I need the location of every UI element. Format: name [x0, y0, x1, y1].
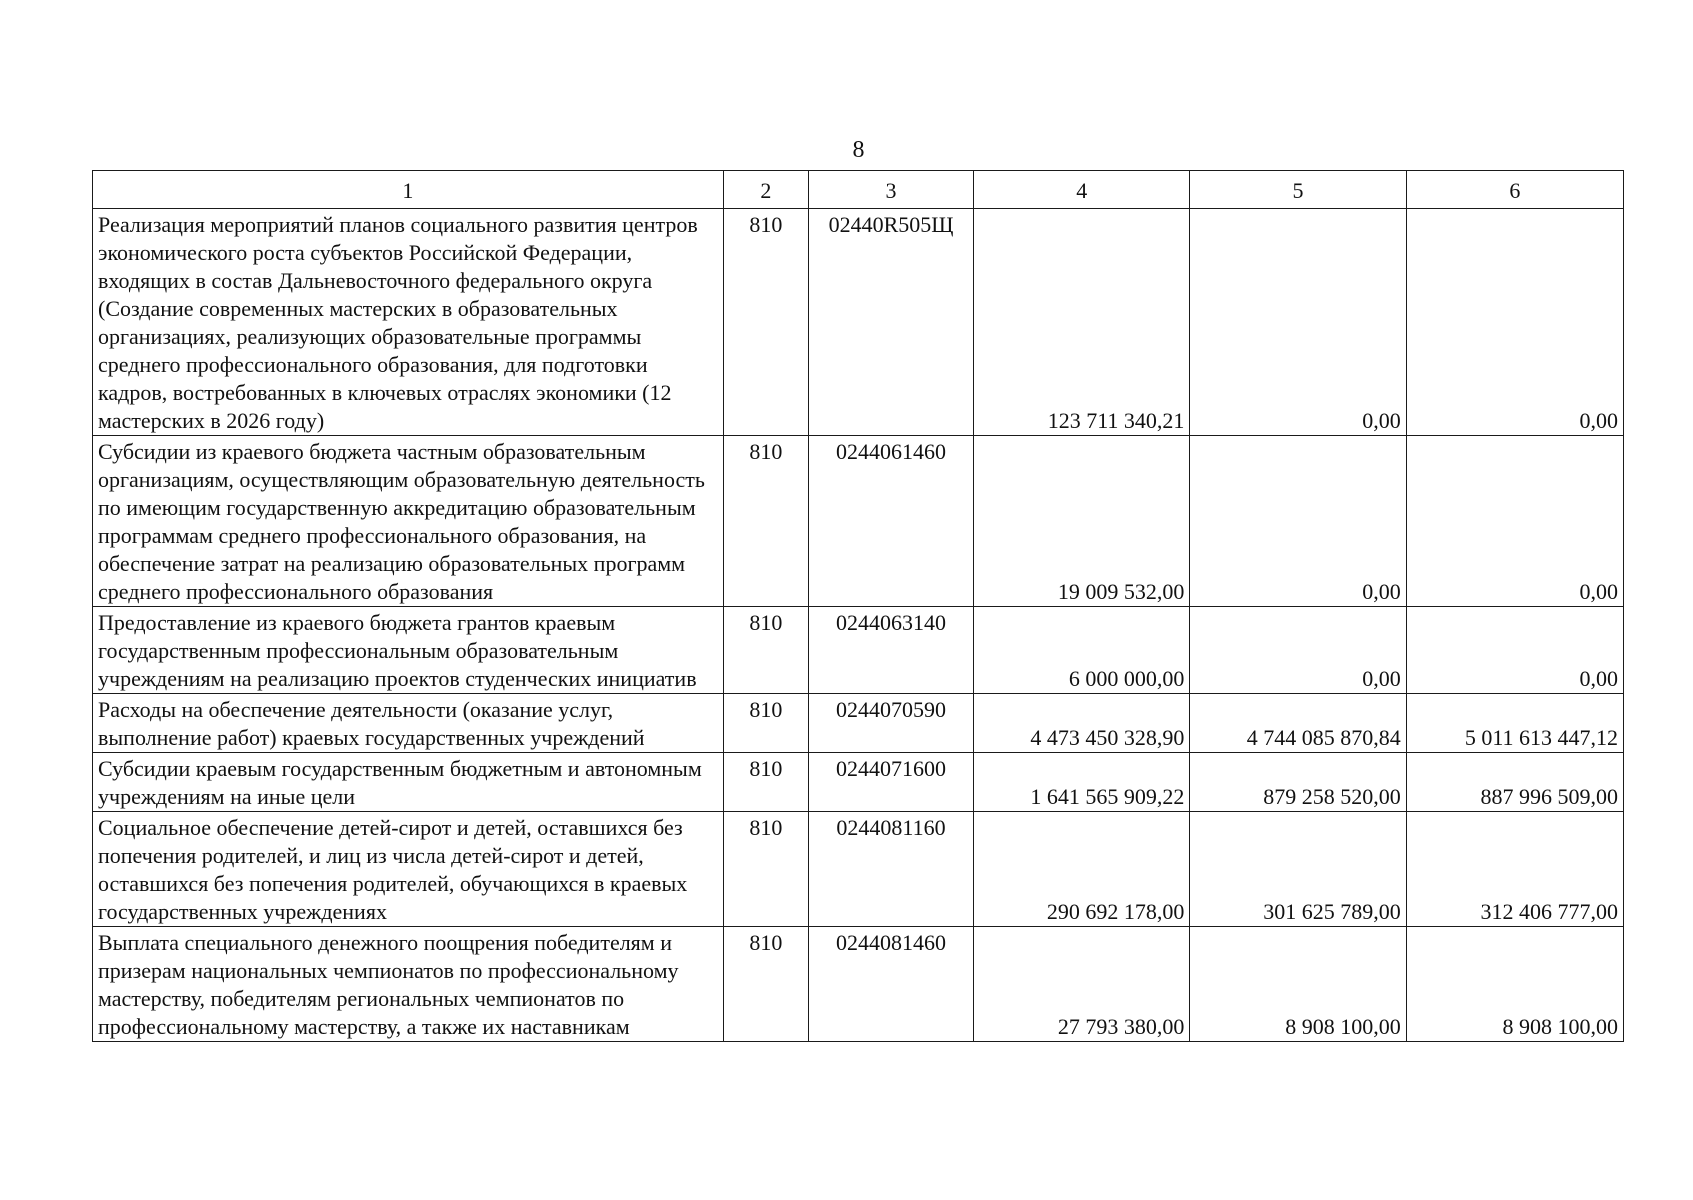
table-row	[93, 209, 1624, 436]
amount-col4-cell: 290 692 178,00	[974, 812, 1190, 927]
table-row	[93, 927, 1624, 1042]
amount-col6-cell: 0,00	[1406, 209, 1623, 436]
target-code-cell: 0244071600	[808, 753, 973, 812]
amount-col6-cell: 8 908 100,00	[1406, 927, 1623, 1042]
ministry-code-cell: 810	[723, 209, 808, 436]
budget-table	[92, 170, 1624, 1042]
amount-col5-cell: 879 258 520,00	[1190, 753, 1406, 812]
column-header-2: 2	[723, 171, 808, 209]
column-header-6: 6	[1406, 171, 1623, 209]
table-row	[93, 436, 1624, 607]
target-code-cell: 0244061460	[808, 436, 973, 607]
column-header-5: 5	[1190, 171, 1406, 209]
amount-col4-cell: 4 473 450 328,90	[974, 694, 1190, 753]
amount-col4-cell: 19 009 532,00	[974, 436, 1190, 607]
expense-name-cell: Расходы на обеспечение деятельности (оказание услуг, выполнение работ) краевых государственных учреждений	[93, 694, 724, 753]
table-row	[93, 812, 1624, 927]
expense-name-cell: Субсидии из краевого бюджета частным образовательным организациям, осуществляющим образовательную деятельность по имеющим государственную аккредитацию образовательным программам среднего профессионального образования, на обеспечение затрат на реализацию образовательных программ среднего профессионального образования	[93, 436, 724, 607]
amount-col4-cell: 27 793 380,00	[974, 927, 1190, 1042]
table-body	[93, 209, 1624, 1042]
expense-name-cell: Субсидии краевым государственным бюджетным и автономным учреждениям на иные цели	[93, 753, 724, 812]
table-row	[93, 607, 1624, 694]
ministry-code-cell: 810	[723, 607, 808, 694]
expense-name-cell: Социальное обеспечение детей-сирот и детей, оставшихся без попечения родителей, и лиц из числа детей-сирот и детей, оставшихся без попечения родителей, обучающихся в краевых государственных учреждениях	[93, 812, 724, 927]
page-number: 8	[852, 137, 865, 163]
amount-col6-cell: 0,00	[1406, 436, 1623, 607]
table-row	[93, 694, 1624, 753]
amount-col6-cell: 5 011 613 447,12	[1406, 694, 1623, 753]
table-header	[93, 171, 1624, 209]
column-header-4: 4	[974, 171, 1190, 209]
target-code-cell: 02440R505Щ	[808, 209, 973, 436]
amount-col5-cell: 0,00	[1190, 607, 1406, 694]
expense-name-cell: Реализация мероприятий планов социального развития центров экономического роста субъектов Российской Федерации, входящих в состав Дальневосточного федерального округа (Создание современных мастерских в образовательных организациях, реализующих образовательные программы среднего профессионального образования, для подготовки кадров, востребованных в ключевых отраслях экономики (12 мастерских в 2026 году)	[93, 209, 724, 436]
amount-col5-cell: 8 908 100,00	[1190, 927, 1406, 1042]
ministry-code-cell: 810	[723, 927, 808, 1042]
table-row	[93, 753, 1624, 812]
ministry-code-cell: 810	[723, 812, 808, 927]
expense-name-cell: Предоставление из краевого бюджета грантов краевым государственным профессиональным образовательным учреждениям на реализацию проектов студенческих инициатив	[93, 607, 724, 694]
column-header-1: 1	[93, 171, 724, 209]
amount-col5-cell: 4 744 085 870,84	[1190, 694, 1406, 753]
amount-col4-cell: 123 711 340,21	[974, 209, 1190, 436]
ministry-code-cell: 810	[723, 436, 808, 607]
amount-col4-cell: 6 000 000,00	[974, 607, 1190, 694]
ministry-code-cell: 810	[723, 753, 808, 812]
header-row	[93, 171, 1624, 209]
target-code-cell: 0244081160	[808, 812, 973, 927]
target-code-cell: 0244063140	[808, 607, 973, 694]
amount-col5-cell: 0,00	[1190, 436, 1406, 607]
amount-col6-cell: 0,00	[1406, 607, 1623, 694]
amount-col5-cell: 301 625 789,00	[1190, 812, 1406, 927]
target-code-cell: 0244070590	[808, 694, 973, 753]
amount-col4-cell: 1 641 565 909,22	[974, 753, 1190, 812]
amount-col5-cell: 0,00	[1190, 209, 1406, 436]
column-header-3: 3	[808, 171, 973, 209]
target-code-cell: 0244081460	[808, 927, 973, 1042]
ministry-code-cell: 810	[723, 694, 808, 753]
amount-col6-cell: 887 996 509,00	[1406, 753, 1623, 812]
amount-col6-cell: 312 406 777,00	[1406, 812, 1623, 927]
expense-name-cell: Выплата специального денежного поощрения победителям и призерам национальных чемпионатов по профессиональному мастерству, победителям региональных чемпионатов по профессиональному мастерству, а также их наставникам	[93, 927, 724, 1042]
